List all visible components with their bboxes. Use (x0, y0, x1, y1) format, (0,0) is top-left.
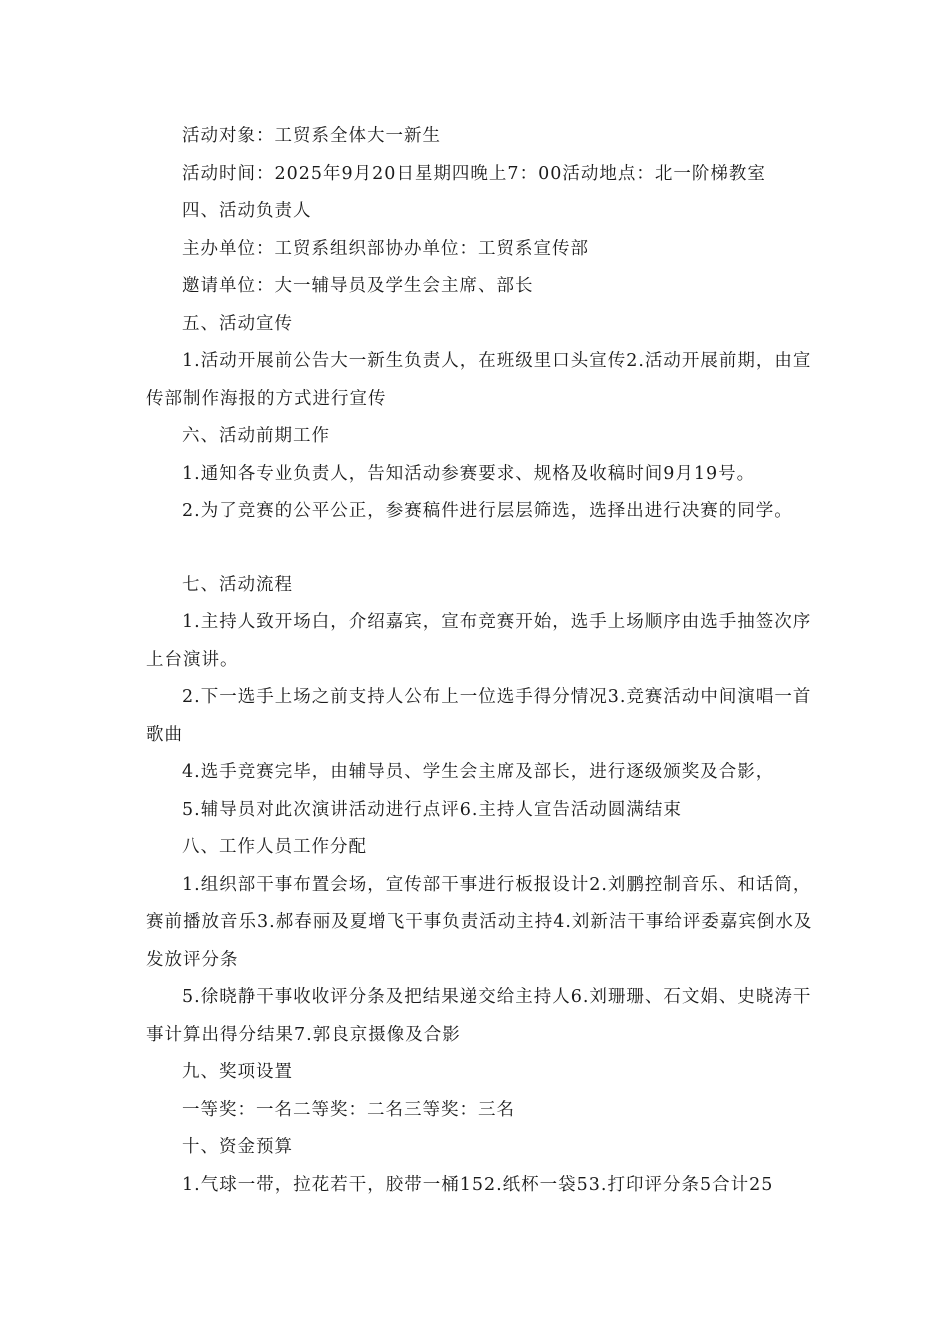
heading-section-7: 七、活动流程 (182, 574, 293, 595)
paragraph-prep-2: 2.为了竞赛的公平公正，参赛稿件进行层层筛选，选择出进行决赛的同学。 (182, 501, 793, 521)
paragraph-activity-time: 活动时间：2025年9月20日星期四晚上7：00活动地点：北一阶梯教室 (182, 163, 766, 184)
heading-section-10: 十、资金预算 (182, 1137, 293, 1157)
paragraph-organizers: 主办单位：工贸系组织部协办单位：工贸系宣传部 (182, 238, 589, 259)
paragraph-flow-1: 1.主持人致开场白，介绍嘉宾，宣布竞赛开始，选手上场顺序由选手抽签次序上台演讲。 (146, 612, 812, 670)
paragraph-invited: 邀请单位：大一辅导员及学生会主席、部长 (182, 276, 534, 296)
paragraph-flow-4: 5.辅导员对此次演讲活动进行点评6.主持人宣告活动圆满结束 (182, 799, 682, 820)
heading-section-5: 五、活动宣传 (182, 313, 293, 334)
heading-section-8: 八、工作人员工作分配 (182, 837, 367, 857)
paragraph-activity-target: 活动对象：工贸系全体大一新生 (182, 126, 441, 146)
heading-section-6: 六、活动前期工作 (182, 426, 330, 446)
paragraph-awards: 一等奖：一名二等奖：二名三等奖：三名 (182, 1099, 515, 1120)
paragraph-prep-1: 1.通知各专业负责人，告知活动参赛要求、规格及收稿时间9月19号。 (182, 463, 756, 484)
heading-section-9: 九、奖项设置 (182, 1062, 293, 1082)
paragraph-publicity: 1.活动开展前公告大一新生负责人，在班级里口头宣传2.活动开展前期，由宣传部制作海报的方式进行宣传 (146, 351, 812, 409)
paragraph-spacer (146, 531, 816, 567)
document-body (146, 118, 816, 1204)
paragraph-flow-3: 4.选手竞赛完毕，由辅导员、学生会主席及部长，进行逐级颁奖及合影， (182, 762, 775, 782)
paragraph-budget: 1.气球一带，拉花若干，胶带一桶152.纸杯一袋53.打印评分条5合计25 (182, 1174, 774, 1195)
paragraph-flow-2: 2.下一选手上场之前支持人公布上一位选手得分情况3.竞赛活动中间演唱一首歌曲 (146, 687, 812, 745)
paragraph-staff-2: 5.徐晓静干事收收评分条及把结果递交给主持人6.刘珊珊、石文娟、史晓涛干事计算出得分结果7.郭良京摄像及合影 (146, 987, 812, 1045)
heading-section-4: 四、活动负责人 (182, 201, 312, 221)
paragraph-staff-1: 1.组织部干事布置会场，宣传部干事进行板报设计2.刘鹏控制音乐、和话筒，赛前播放音乐3.郝春丽及夏增飞干事负责活动主持4.刘新洁干事给评委嘉宾倒水及发放评分条 (146, 874, 813, 970)
